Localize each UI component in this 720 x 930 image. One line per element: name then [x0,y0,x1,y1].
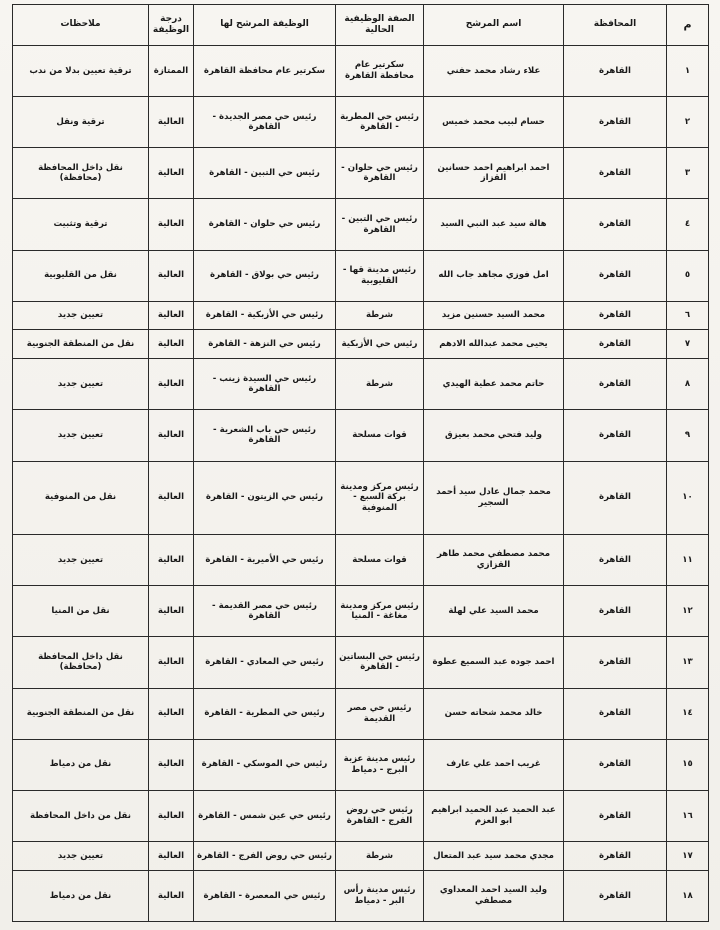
cell-grade: العالية [149,790,194,841]
cell-notes: تعيين جديد [13,842,149,871]
cell-grade: العالية [149,637,194,688]
table-row [13,250,709,301]
cell-nominated: رئيس حي الزيتون - القاهرة [194,461,336,535]
cell-current: رئيس حي الأزبكية [336,330,424,359]
table-row [13,461,709,535]
cell-grade: العالية [149,97,194,148]
cell-governorate: القاهرة [564,250,667,301]
cell-current: رئيس مدينة قها - القليوبية [336,250,424,301]
cell-grade: العالية [149,461,194,535]
table-row [13,199,709,250]
table-row [13,359,709,410]
cell-name: محمد جمال عادل سيد أحمد السجير [424,461,564,535]
table-row [13,688,709,739]
cell-name: احمد جوده عبد السميع عطوة [424,637,564,688]
cell-name: علاء رشاد محمد حفني [424,46,564,97]
table-row [13,637,709,688]
cell-grade: العالية [149,688,194,739]
cell-name: وليد فتحي محمد بعيزق [424,410,564,461]
cell-name: احمد ابراهيم احمد حسانين القزاز [424,148,564,199]
cell-governorate: القاهرة [564,637,667,688]
cell-governorate: القاهرة [564,97,667,148]
cell-num: ١٥ [667,739,709,790]
cell-grade: العالية [149,330,194,359]
table-row [13,842,709,871]
table-row [13,97,709,148]
table-row [13,586,709,637]
cell-current: رئيس مدينة رأس البر - دمياط [336,870,424,921]
cell-name: حاتم محمد عطية الهيدي [424,359,564,410]
cell-grade: العالية [149,842,194,871]
cell-num: ٣ [667,148,709,199]
cell-grade: العالية [149,586,194,637]
cell-grade: العالية [149,250,194,301]
cell-num: ١٦ [667,790,709,841]
nominations-table [12,4,709,922]
cell-current: شرطة [336,301,424,330]
header-current: الصفة الوظيفية الحالية [336,5,424,46]
cell-current: رئيس حي المطرية - القاهرة [336,97,424,148]
cell-governorate: القاهرة [564,790,667,841]
cell-notes: نقل من القليوبية [13,250,149,301]
cell-grade: العالية [149,870,194,921]
cell-name: حسام لبيب محمد خميس [424,97,564,148]
cell-num: ١٤ [667,688,709,739]
cell-name: وليد السيد احمد المعداوي مصطفي [424,870,564,921]
header-row [13,5,709,46]
cell-nominated: رئيس حي عين شمس - القاهرة [194,790,336,841]
cell-notes: تعيين جديد [13,359,149,410]
cell-num: ١ [667,46,709,97]
header-notes: ملاحظات [13,5,149,46]
cell-name: مجدي محمد سيد عبد المتعال [424,842,564,871]
table-row [13,739,709,790]
cell-num: ٨ [667,359,709,410]
cell-nominated: رئيس حي المعصرة - القاهرة [194,870,336,921]
cell-name: غريب احمد علي عارف [424,739,564,790]
cell-name: محمد السيد حسنين مزيد [424,301,564,330]
cell-current: رئيس مدينة عزبة البرج - دمياط [336,739,424,790]
header-num: م [667,5,709,46]
table-row [13,870,709,921]
cell-nominated: رئيس حي المعادي - القاهرة [194,637,336,688]
cell-nominated: رئيس حي الموسكي - القاهرة [194,739,336,790]
cell-current: سكرتير عام محافظة القاهرة [336,46,424,97]
cell-current: رئيس مركز ومدينة بركة السبع - المنوفية [336,461,424,535]
cell-current: رئيس حي حلوان - القاهرة [336,148,424,199]
cell-grade: العالية [149,739,194,790]
cell-nominated: رئيس حي الأميرية - القاهرة [194,535,336,586]
table-row [13,535,709,586]
header-governorate: المحافظة [564,5,667,46]
cell-notes: تعيين جديد [13,301,149,330]
cell-governorate: القاهرة [564,148,667,199]
cell-governorate: القاهرة [564,870,667,921]
cell-grade: العالية [149,410,194,461]
cell-num: ٤ [667,199,709,250]
header-grade: درجة الوظيفة [149,5,194,46]
cell-current: رئيس مركز ومدينة مغاغة - المنيا [336,586,424,637]
cell-governorate: القاهرة [564,410,667,461]
cell-num: ٧ [667,330,709,359]
table-row [13,46,709,97]
cell-nominated: رئيس حي السيدة زينب - القاهرة [194,359,336,410]
cell-num: ٥ [667,250,709,301]
table-row [13,790,709,841]
cell-notes: نقل من المنطقة الجنوبية [13,688,149,739]
cell-notes: نقل داخل المحافظة (محافظة) [13,637,149,688]
cell-current: شرطة [336,359,424,410]
cell-notes: نقل من المنيا [13,586,149,637]
cell-nominated: رئيس حي بولاق - القاهرة [194,250,336,301]
cell-governorate: القاهرة [564,739,667,790]
cell-governorate: القاهرة [564,688,667,739]
cell-name: امل فوزي مجاهد جاب الله [424,250,564,301]
cell-governorate: القاهرة [564,46,667,97]
cell-notes: نقل من دمياط [13,870,149,921]
cell-grade: الممتازة [149,46,194,97]
cell-governorate: القاهرة [564,586,667,637]
cell-num: ٢ [667,97,709,148]
cell-current: رئيس حي مصر القديمة [336,688,424,739]
cell-nominated: رئيس حي مصر الجديدة - القاهرة [194,97,336,148]
cell-name: هالة سيد عبد النبي السيد [424,199,564,250]
cell-grade: العالية [149,301,194,330]
cell-name: عبد الحميد عبد الحميد ابراهيم ابو العزم [424,790,564,841]
cell-grade: العالية [149,199,194,250]
cell-num: ٩ [667,410,709,461]
cell-num: ٦ [667,301,709,330]
table-row [13,301,709,330]
cell-notes: تعيين جديد [13,535,149,586]
table-row [13,330,709,359]
cell-current: رئيس حي البساتين - القاهرة [336,637,424,688]
header-name: اسم المرشح [424,5,564,46]
cell-nominated: رئيس حي التبين - القاهرة [194,148,336,199]
cell-current: رئيس حي التبين - القاهرة [336,199,424,250]
cell-num: ١٢ [667,586,709,637]
cell-nominated: رئيس حي باب الشعرية - القاهرة [194,410,336,461]
cell-nominated: رئيس حي النزهة - القاهرة [194,330,336,359]
cell-nominated: رئيس حي حلوان - القاهرة [194,199,336,250]
cell-num: ١٠ [667,461,709,535]
header-nominated: الوظيفة المرشح لها [194,5,336,46]
cell-notes: ترقية وتثبيت [13,199,149,250]
cell-name: محمد مصطفي محمد طاهر القزازي [424,535,564,586]
cell-current: قوات مسلحة [336,535,424,586]
cell-nominated: رئيس حي روض الفرج - القاهرة [194,842,336,871]
cell-governorate: القاهرة [564,535,667,586]
cell-governorate: القاهرة [564,330,667,359]
cell-nominated: رئيس حي مصر القديمة - القاهرة [194,586,336,637]
cell-num: ١٧ [667,842,709,871]
cell-governorate: القاهرة [564,461,667,535]
cell-notes: ترقية ونقل [13,97,149,148]
cell-grade: العالية [149,148,194,199]
cell-notes: نقل داخل المحافظة (محافظة) [13,148,149,199]
cell-name: خالد محمد شحاته حسن [424,688,564,739]
cell-notes: ترقية تعيين بدلا من ندب [13,46,149,97]
cell-notes: نقل من المنوفية [13,461,149,535]
cell-grade: العالية [149,359,194,410]
cell-num: ١٨ [667,870,709,921]
cell-nominated: رئيس حي الأزبكية - القاهرة [194,301,336,330]
cell-governorate: القاهرة [564,359,667,410]
cell-governorate: القاهرة [564,842,667,871]
cell-grade: العالية [149,535,194,586]
table-row [13,410,709,461]
cell-nominated: سكرتير عام محافظة القاهرة [194,46,336,97]
cell-governorate: القاهرة [564,199,667,250]
cell-notes: نقل من دمياط [13,739,149,790]
cell-name: يحيى محمد عبدالله الادهم [424,330,564,359]
table-row [13,148,709,199]
cell-nominated: رئيس حي المطرية - القاهرة [194,688,336,739]
cell-num: ١٣ [667,637,709,688]
cell-current: شرطة [336,842,424,871]
cell-notes: تعيين جديد [13,410,149,461]
cell-notes: نقل من داخل المحافظة [13,790,149,841]
cell-current: قوات مسلحة [336,410,424,461]
cell-name: محمد السيد علي لهلة [424,586,564,637]
cell-notes: نقل من المنطقة الجنوبية [13,330,149,359]
cell-current: رئيس حي روض الفرج - القاهرة [336,790,424,841]
cell-governorate: القاهرة [564,301,667,330]
cell-num: ١١ [667,535,709,586]
